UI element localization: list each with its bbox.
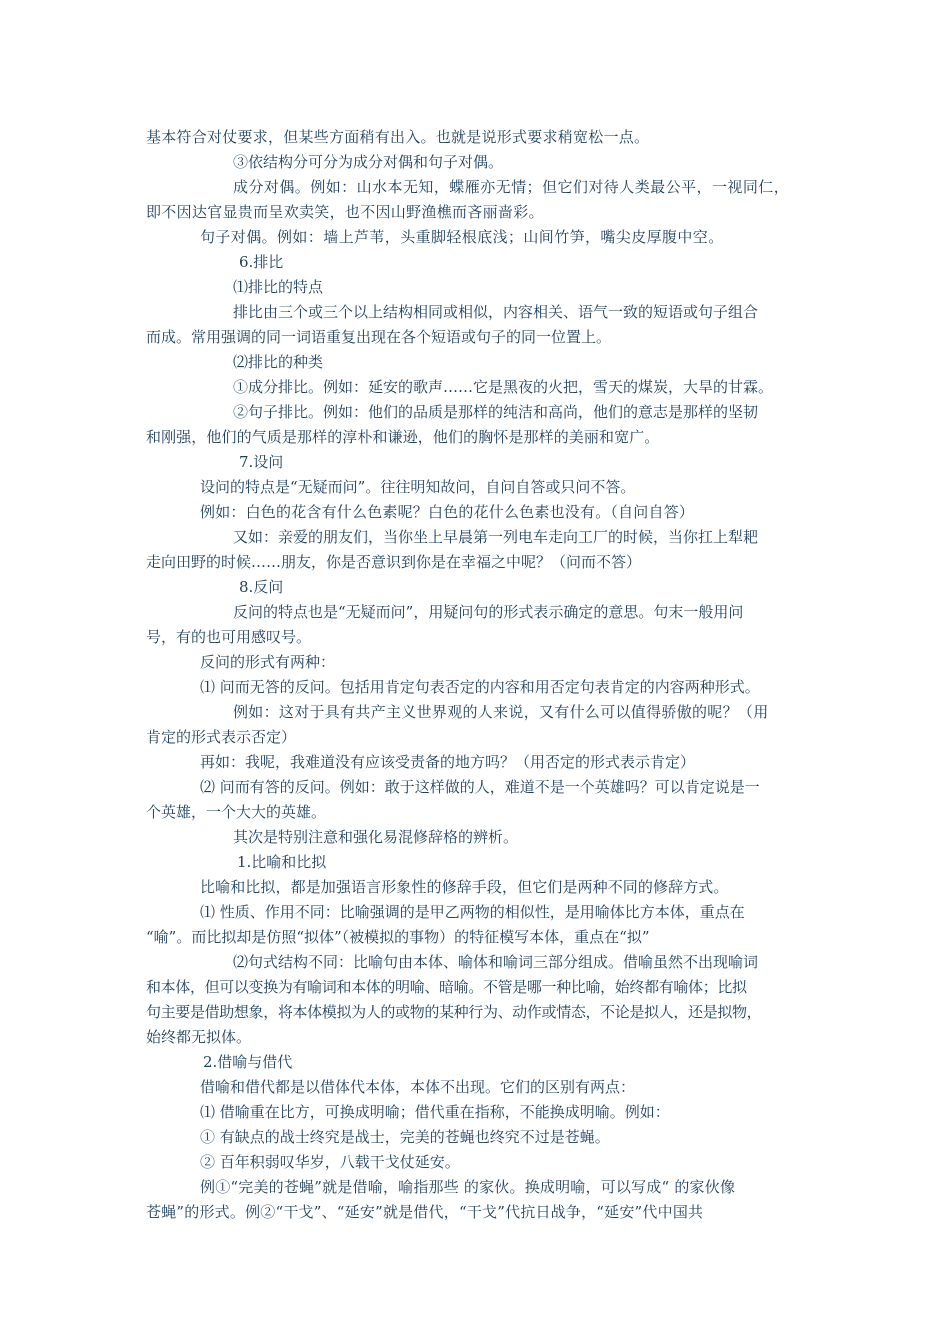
text-line: 和刚强，他们的气质是那样的淳朴和谦逊，他们的胸怀是那样的美丽和宽广。 <box>146 428 660 446</box>
text-line: 个英雄，一个大大的英雄。 <box>146 803 327 821</box>
section-heading: 1.比喻和比拟 <box>237 853 327 871</box>
text-line: 成分对偶。例如：山水本无知，蝶雁亦无情；但它们对待人类最公平，一视同仁， <box>233 178 790 196</box>
text-line: 例①“完美的苍蝇”就是借喻，喻指那些 的家伙。换成明喻，可以写成“ 的家伙像 <box>200 1178 736 1196</box>
text-line: ②句子排比。例如：他们的品质是那样的纯洁和高尚，他们的意志是那样的坚韧 <box>233 403 759 421</box>
text-line: 肯定的形式表示否定） <box>146 728 297 746</box>
text-line: 而成。常用强调的同一词语重复出现在各个短语或句子的同一位置上。 <box>146 328 612 346</box>
text-line: ⑵ 问而有答的反问。例如：敢于这样做的人，难道不是一个英雄吗？可以肯定说是一 <box>200 778 760 796</box>
text-line: ② 百年积弱叹华岁，八载干戈仗延安。 <box>200 1153 460 1171</box>
text-line: ⑴ 问而无答的反问。包括用肯定句表否定的内容和用否定句表肯定的内容两种形式。 <box>200 678 760 696</box>
text-line: 句主要是借助想象，将本体模拟为人的或物的某种行为、动作或情态，不论是拟人，还是拟物， <box>146 1003 762 1021</box>
text-line: 即不因达官显贵而呈欢卖笑，也不因山野渔樵而吝丽啬彩。 <box>146 203 544 221</box>
text-line: 反问的特点也是“无疑而问”，用疑问句的形式表示确定的意思。句末一般用问 <box>233 603 744 621</box>
text-line: ⑵句式结构不同：比喻句由本体、喻体和喻词三部分组成。借喻虽然不出现喻词 <box>233 953 759 971</box>
text-line: 例如：白色的花含有什么色素呢？白色的花什么色素也没有。（自问自答） <box>200 503 695 521</box>
text-line: ⑴排比的特点 <box>233 278 324 296</box>
text-line: 又如：亲爱的朋友们，当你坐上早晨第一列电车走向工厂的时候，当你扛上犁耙 <box>233 528 759 546</box>
text-line: 基本符合对仗要求，但某些方面稍有出入。也就是说形式要求稍宽松一点。 <box>146 128 650 146</box>
text-line: 和本体，但可以变换为有喻词和本体的明喻、暗喻。不管是哪一种比喻，始终都有喻体；比拟 <box>146 978 747 996</box>
text-line: 设问的特点是“无疑而问”。往往明知故问，自问自答或只问不答。 <box>200 478 636 496</box>
text-line: 再如：我呢，我难道没有应该受责备的地方吗？（用否定的形式表示肯定） <box>200 753 696 771</box>
text-line: 句子对偶。例如：墙上芦苇，头重脚轻根底浅；山间竹笋，嘴尖皮厚腹中空。 <box>200 228 724 246</box>
text-line: “喻”。而比拟却是仿照“拟体”（被模拟的事物）的特征模写本体，重点在“拟” <box>146 928 650 946</box>
section-heading: 8.反问 <box>239 578 284 596</box>
section-heading: 2.借喻与借代 <box>203 1053 293 1071</box>
section-heading: 6.排比 <box>239 253 284 271</box>
section-heading: 7.设问 <box>239 453 284 471</box>
text-line: 苍蝇”的形式。例②“干戈”、“延安”就是借代，“干戈”代抗日战争，“延安”代中国共 <box>146 1203 704 1221</box>
text-line: ③依结构分可分为成分对偶和句子对偶。 <box>233 153 504 171</box>
text-line: ① 有缺点的战士终究是战士，完美的苍蝇也终究不过是苍蝇。 <box>200 1128 610 1146</box>
text-line: 走向田野的时候……朋友，你是否意识到你是在幸福之中呢？（问而不答） <box>146 553 642 571</box>
text-line: ①成分排比。例如：延安的歌声……它是黑夜的火把，雪天的煤炭，大旱的甘霖。 <box>233 378 774 396</box>
text-line: ⑵排比的种类 <box>233 353 324 371</box>
text-line: 反问的形式有两种： <box>200 653 336 671</box>
text-line: 比喻和比拟，都是加强语言形象性的修辞手段，但它们是两种不同的修辞方式。 <box>200 878 729 896</box>
text-line: ⑴ 性质、作用不同：比喻强调的是甲乙两物的相似性，是用喻体比方本体，重点在 <box>200 903 745 921</box>
text-line: 借喻和借代都是以借体代本体，本体不出现。它们的区别有两点： <box>200 1078 636 1096</box>
text-line: 号，有的也可用感叹号。 <box>146 628 312 646</box>
text-line: 排比由三个或三个以上结构相同或相似，内容相关、语气一致的短语或句子组合 <box>233 303 759 321</box>
text-line: ⑴ 借喻重在比方，可换成明喻；借代重在指称，不能换成明喻。例如： <box>200 1103 670 1121</box>
text-line: 例如：这对于具有共产主义世界观的人来说，又有什么可以值得骄傲的呢？（用 <box>233 703 769 721</box>
text-line: 其次是特别注意和强化易混修辞格的辨析。 <box>233 828 519 846</box>
text-line: 始终都无拟体。 <box>146 1028 252 1046</box>
